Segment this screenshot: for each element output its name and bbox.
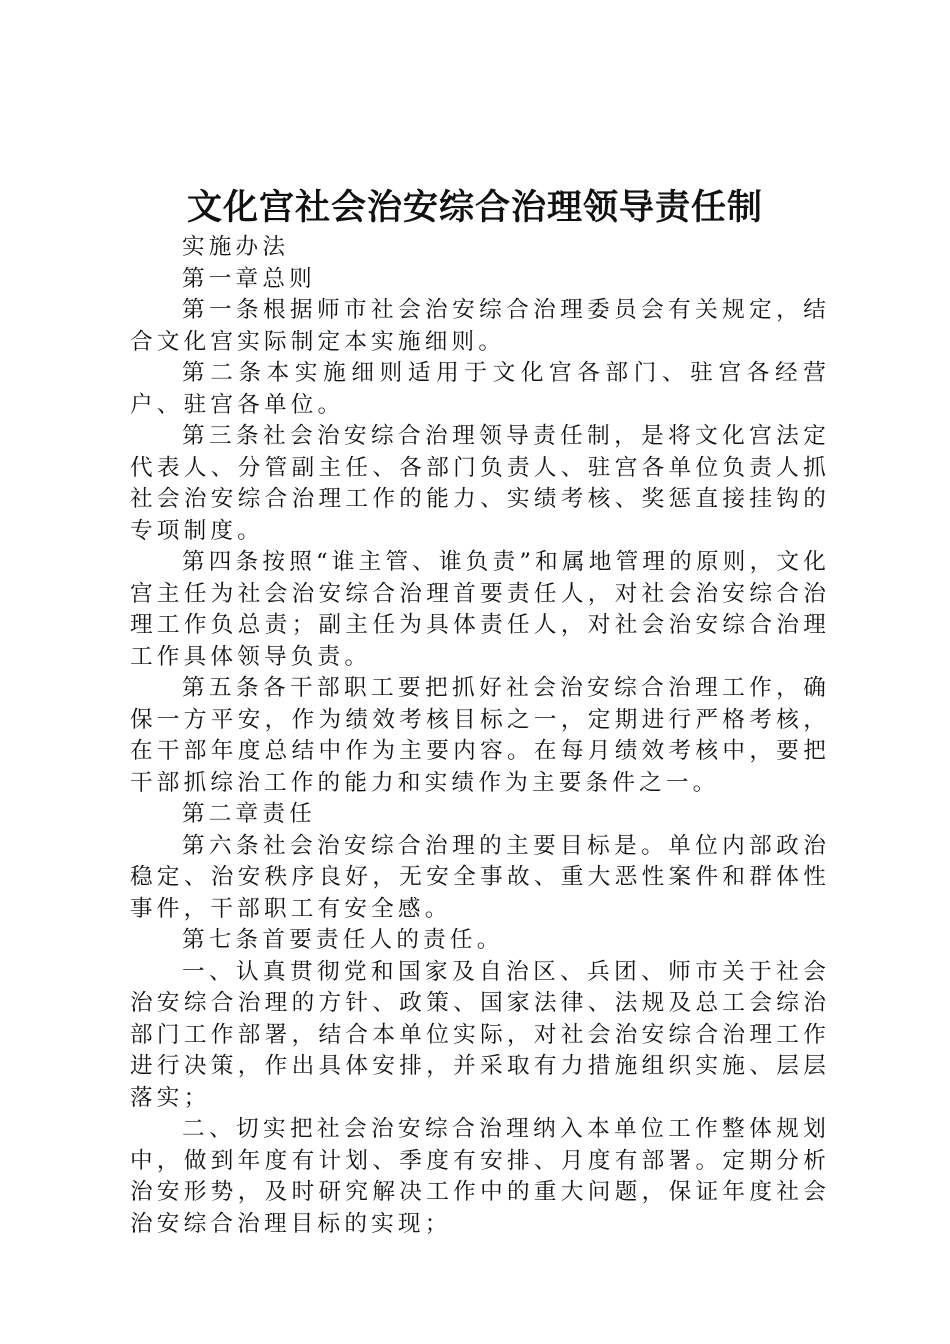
article-5: 第五条各干部职工要把抓好社会治安综合治理工作，确保一方平安，作为绩效考核目标之一，定期进行严格考核，在干部年度总结中作为主要内容。在每月绩效考核中，要把干部抓综治工作的能力和实绩作为主要条件之一。: [130, 675, 830, 796]
article-7-item-1: 一、认真贯彻党和国家及自治区、兵团、师市关于社会治安综合治理的方针、政策、国家法律、法规及总工会综治部门工作部署，结合本单位实际，对社会治安综合治理工作进行决策，作出具体安排，并采取有力措施组织实施、层层落实；: [130, 958, 830, 1111]
article-1: 第一条根据师市社会治安综合治理委员会有关规定，结合文化宫实际制定本实施细则。: [130, 297, 830, 355]
article-7-item-2: 二、切实把社会治安综合治理纳入本单位工作整体规划中，做到年度有计划、季度有安排、月度有部署。定期分析治安形势，及时研究解决工作中的重大问题，保证年度社会治安综合治理目标的实现；: [130, 1116, 830, 1237]
document-title: 文化宫社会治安综合治理领导责任制: [186, 188, 763, 228]
chapter-heading-responsibility: 第二章责任: [181, 801, 316, 827]
subtitle-implementation-measures: 实施办法: [181, 234, 290, 260]
document-body: [130, 232, 830, 1240]
article-2: 第二条本实施细则适用于文化宫各部门、驻宫各经营户、驻宫各单位。: [130, 360, 830, 418]
article-6: 第六条社会治安综合治理的主要目标是。单位内部政治稳定、治安秩序良好，无安全事故、重大恶性案件和群体性事件，干部职工有安全感。: [130, 832, 830, 922]
article-4: 第四条按照“谁主管、谁负责”和属地管理的原则，文化宫主任为社会治安综合治理首要责任人，对社会治安综合治理工作负总责；副主任为具体责任人，对社会治安综合治理工作具体领导负责。: [130, 549, 830, 670]
article-7: 第七条首要责任人的责任。: [181, 927, 504, 953]
article-3: 第三条社会治安综合治理领导责任制，是将文化宫法定代表人、分管副主任、各部门负责人、驻宫各单位负责人抓社会治安综合治理工作的能力、实绩考核、奖惩直接挂钩的专项制度。: [130, 423, 830, 544]
chapter-heading-general: 第一章总则: [181, 265, 316, 292]
